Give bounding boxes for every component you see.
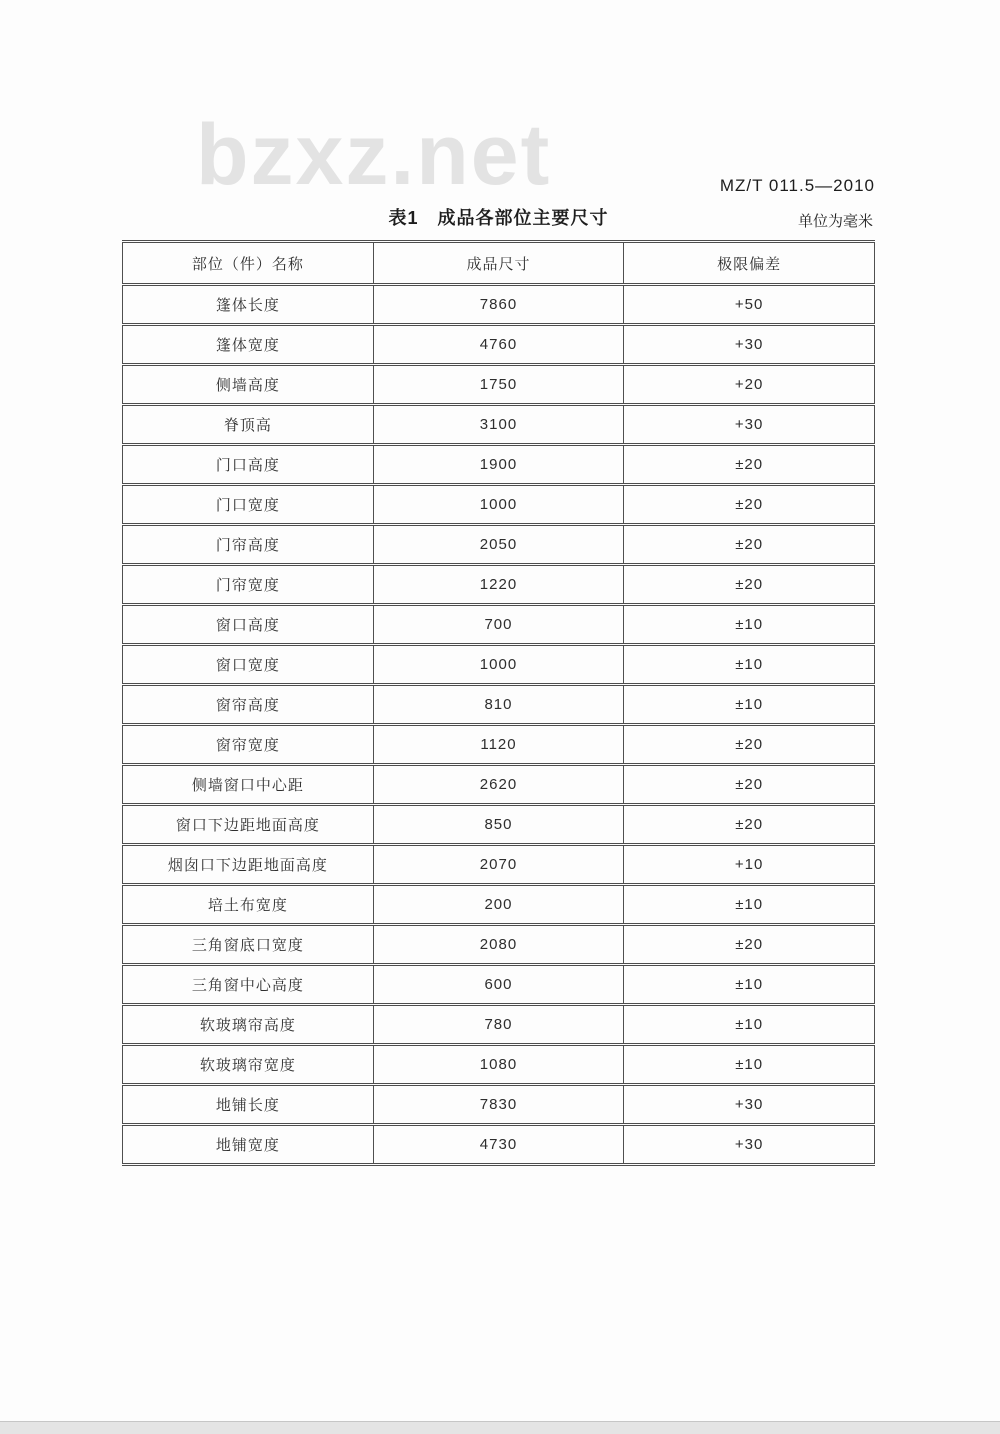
size-cell: 1000 bbox=[373, 485, 624, 525]
table-row bbox=[123, 845, 875, 885]
size-cell: 1750 bbox=[373, 365, 624, 405]
unit-note: 单位为毫米 bbox=[797, 213, 873, 230]
table-row bbox=[123, 685, 875, 725]
tolerance-cell: +50 bbox=[624, 285, 875, 325]
tolerance-cell: ±10 bbox=[624, 1045, 875, 1085]
part-name-cell: 软玻璃帘高度 bbox=[123, 1005, 374, 1045]
tolerance-cell: ±20 bbox=[624, 805, 875, 845]
table-row bbox=[123, 765, 875, 805]
watermark-text: bzxz.net bbox=[196, 107, 552, 203]
table-row bbox=[123, 365, 875, 405]
table-caption-row bbox=[122, 204, 875, 234]
part-name-cell: 窗帘高度 bbox=[123, 685, 374, 725]
size-cell: 1080 bbox=[373, 1045, 624, 1085]
size-cell: 1000 bbox=[373, 645, 624, 685]
tolerance-cell: ±10 bbox=[624, 645, 875, 685]
tolerance-cell: +20 bbox=[624, 365, 875, 405]
table-row bbox=[123, 525, 875, 565]
part-name-cell: 软玻璃帘宽度 bbox=[123, 1045, 374, 1085]
part-name-cell: 窗口高度 bbox=[123, 605, 374, 645]
part-name-cell: 门口高度 bbox=[123, 445, 374, 485]
part-name-cell: 三角窗底口宽度 bbox=[123, 925, 374, 965]
size-cell: 3100 bbox=[373, 405, 624, 445]
size-cell: 1120 bbox=[373, 725, 624, 765]
header-part-name: 部位（件）名称 bbox=[123, 242, 374, 285]
part-name-cell: 窗帘宽度 bbox=[123, 725, 374, 765]
tolerance-cell: ±20 bbox=[624, 565, 875, 605]
table-row bbox=[123, 885, 875, 925]
table-row bbox=[123, 285, 875, 325]
size-cell: 200 bbox=[373, 885, 624, 925]
tolerance-cell: ±20 bbox=[624, 725, 875, 765]
size-cell: 2620 bbox=[373, 765, 624, 805]
size-cell: 700 bbox=[373, 605, 624, 645]
header-finished-size: 成品尺寸 bbox=[373, 242, 624, 285]
size-cell: 2070 bbox=[373, 845, 624, 885]
tolerance-cell: ±20 bbox=[624, 485, 875, 525]
table-row bbox=[123, 645, 875, 685]
dimensions-table bbox=[122, 240, 875, 1166]
standard-number: MZ/T 011.5—2010 bbox=[719, 176, 875, 195]
table-row bbox=[123, 805, 875, 845]
part-name-cell: 培土布宽度 bbox=[123, 885, 374, 925]
size-cell: 1220 bbox=[373, 565, 624, 605]
size-cell: 2050 bbox=[373, 525, 624, 565]
tolerance-cell: +30 bbox=[624, 1085, 875, 1125]
tolerance-cell: +30 bbox=[624, 1125, 875, 1165]
tolerance-cell: ±20 bbox=[624, 445, 875, 485]
size-cell: 7830 bbox=[373, 1085, 624, 1125]
size-cell: 7860 bbox=[373, 285, 624, 325]
table-row bbox=[123, 965, 875, 1005]
size-cell: 600 bbox=[373, 965, 624, 1005]
part-name-cell: 窗口宽度 bbox=[123, 645, 374, 685]
tolerance-cell: ±10 bbox=[624, 1005, 875, 1045]
part-name-cell: 烟囱口下边距地面高度 bbox=[123, 845, 374, 885]
tolerance-cell: ±20 bbox=[624, 525, 875, 565]
table-row bbox=[123, 925, 875, 965]
table-row bbox=[123, 605, 875, 645]
table-row bbox=[123, 1045, 875, 1085]
part-name-cell: 门帘宽度 bbox=[123, 565, 374, 605]
table-row bbox=[123, 405, 875, 445]
table-row bbox=[123, 1125, 875, 1165]
size-cell: 2080 bbox=[373, 925, 624, 965]
part-name-cell: 篷体宽度 bbox=[123, 325, 374, 365]
part-name-cell: 窗口下边距地面高度 bbox=[123, 805, 374, 845]
table-row bbox=[123, 325, 875, 365]
tolerance-cell: +30 bbox=[624, 405, 875, 445]
part-name-cell: 篷体长度 bbox=[123, 285, 374, 325]
tolerance-cell: ±20 bbox=[624, 765, 875, 805]
part-name-cell: 侧墙窗口中心距 bbox=[123, 765, 374, 805]
table-header-row bbox=[123, 242, 875, 285]
header-limit-deviation: 极限偏差 bbox=[624, 242, 875, 285]
part-name-cell: 门帘高度 bbox=[123, 525, 374, 565]
size-cell: 780 bbox=[373, 1005, 624, 1045]
tolerance-cell: ±10 bbox=[624, 965, 875, 1005]
table-row bbox=[123, 1085, 875, 1125]
tolerance-cell: ±20 bbox=[624, 925, 875, 965]
part-name-cell: 侧墙高度 bbox=[123, 365, 374, 405]
part-name-cell: 地铺宽度 bbox=[123, 1125, 374, 1165]
size-cell: 4730 bbox=[373, 1125, 624, 1165]
part-name-cell: 地铺长度 bbox=[123, 1085, 374, 1125]
table-row bbox=[123, 725, 875, 765]
tolerance-cell: ±10 bbox=[624, 885, 875, 925]
part-name-cell: 门口宽度 bbox=[123, 485, 374, 525]
table-row bbox=[123, 445, 875, 485]
table-title: 表1 成品各部位主要尺寸 bbox=[388, 208, 609, 228]
tolerance-cell: +10 bbox=[624, 845, 875, 885]
table-body bbox=[123, 285, 875, 1165]
part-name-cell: 脊顶高 bbox=[123, 405, 374, 445]
bottom-scrollbar-track[interactable] bbox=[0, 1421, 1000, 1434]
size-cell: 810 bbox=[373, 685, 624, 725]
tolerance-cell: ±10 bbox=[624, 605, 875, 645]
tolerance-cell: ±10 bbox=[624, 685, 875, 725]
size-cell: 850 bbox=[373, 805, 624, 845]
size-cell: 1900 bbox=[373, 445, 624, 485]
table-row bbox=[123, 1005, 875, 1045]
part-name-cell: 三角窗中心高度 bbox=[123, 965, 374, 1005]
size-cell: 4760 bbox=[373, 325, 624, 365]
table-row bbox=[123, 485, 875, 525]
tolerance-cell: +30 bbox=[624, 325, 875, 365]
table-row bbox=[123, 565, 875, 605]
